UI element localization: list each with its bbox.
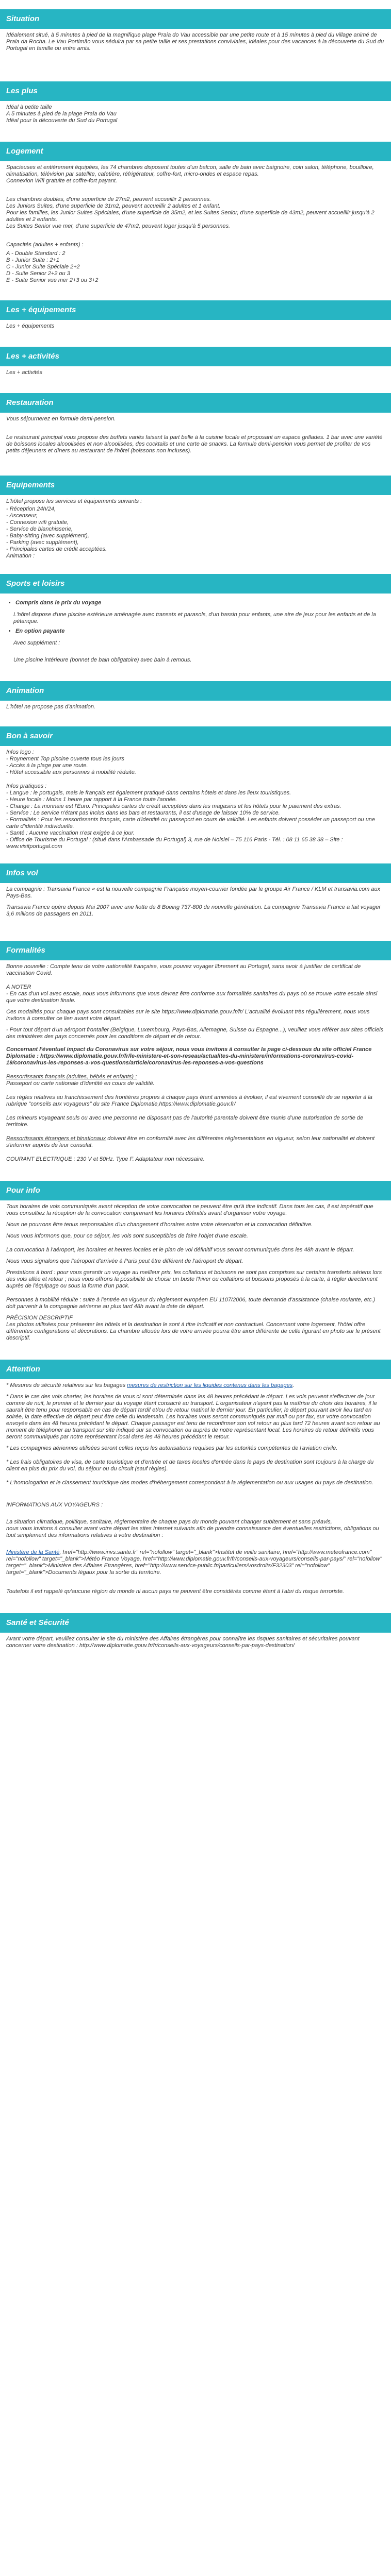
- logement-capacity: A - Double Standard : 2: [6, 250, 66, 257]
- bonasavoir-practical: - Langue : le portugais, mais le français est également pratiqué dans certains hôtels et dans les lieux touristiques.: [6, 790, 291, 796]
- section-activites-plus: [0, 366, 391, 388]
- restauration-p2: Le restaurant principal vous propose des buffets variés faisant la part belle à la cuisine locale et proposant un espace grillades. 1 bar avec une variété de boissons locales alcoolisées et non alcoolisées, des cocktails et une carte de snacks. La formule demi-pension vous permet de profiter de vos petits déjeuners et dîners au restaurant de l'hôtel (boissons non incluses).: [6, 434, 383, 454]
- section-header-formalites: Formalités: [0, 941, 391, 960]
- formalites-p1: Bonne nouvelle : Compte tenu de votre nationalité française, vous pouvez voyager librement au Portugal, sans avoir à justifier de certificat de vaccination Covid.: [6, 963, 361, 976]
- attention-p5: * L'homologation et le classement touristique des modes d'hébergement correspondent à la réglementation ou aux usages du pays de destination.: [6, 1480, 373, 1486]
- ministry-health-link[interactable]: Ministère de la Santé: [6, 1549, 60, 1555]
- attention-p1-text: * Mesures de sécurité relatives sur les bagages: [6, 1382, 127, 1388]
- plus-item: Idéal à petite taille: [6, 104, 52, 110]
- formalites-coronavirus: Concernant l'éventuel impact du Coronavirus sur votre séjour, nous vous invitons à consulter la page ci-dessous du site officiel France Diplomatie : https://www.diplomatie.gouv.fr/fr/le-ministere-et-son-reseau/actualites-du-ministere/informations-coronavirus-covid-19/coronavirus-les-reponses-a-vos-questions/article/coronavirus-les-reponses-a-vos-questions: [6, 1046, 372, 1066]
- section-header-infosvol: Infos vol: [0, 863, 391, 883]
- section-header-sante: Santé et Sécurité: [0, 1613, 391, 1633]
- logement-p4: Les Juniors Suites, d'une superficie de 31m2, peuvent accueillir 2 adultes et 1 enfant.: [6, 203, 221, 209]
- formalites-p9: [6, 1136, 385, 1149]
- equipements-item: - Baby-sitting (avec supplément),: [6, 533, 89, 539]
- infosvol-p2: Transavia France opère depuis Mai 2007 avec une flotte de 8 Boeing 737-800 de nouvelle génération. La compagnie Transavia France a fait voyager 3,6 millions de passagers en 2011.: [6, 904, 381, 917]
- equipements-intro: L'hôtel propose les services et équipements suivants :: [6, 498, 142, 504]
- section-equipements: [0, 495, 391, 567]
- attention-p8: nous vous invitons à consulter avant votre départ les sites Internet suivants afin de prendre connaissance des éventuelles restrictions, obligations ou tout simplement des informations relatives à votre destination :: [6, 1526, 379, 1538]
- section-equip-plus: [0, 320, 391, 342]
- attention-p3: * Les compagnies aériennes utilisées seront celles reçus les autorisations requises par les autorités compétentes de l'aviation civile.: [6, 1445, 338, 1451]
- section-sante: [0, 1633, 391, 1661]
- section-header-restauration: Restauration: [0, 393, 391, 413]
- bonasavoir-p1: Infos logo :: [6, 749, 34, 755]
- section-sports: [0, 594, 391, 674]
- formalites-p4: - Pour tout départ d'un aéroport frontalier (Belgique, Luxembourg, Pays-Bas, Allemagne, Suisse ou Espagne...), veuillez vous référer aux sites officiels des ministères des pays concernés pour les conditions de départ et de retour.: [6, 1027, 384, 1040]
- pourinfo-p2: Nous ne pourrons être tenus responsables d'un changement d'horaires entre votre réservation et la convocation définitive.: [6, 1222, 313, 1228]
- formalites-nationals-heading: Ressortissants français (adultes, bébés et enfants) :: [6, 1074, 137, 1080]
- bonasavoir-practical: - Office de Tourisme du Portugal : (situé dans l'Ambassade du Portugal) 3, rue de Noisiel – 75 116 Paris - Tél. : 08 11 65 38 38 – Site : www.visitportugal.com: [6, 837, 343, 850]
- logement-p2: Connexion Wifi gratuite et coffre-fort payant.: [6, 178, 118, 184]
- attention-p4: * Les frais obligatoires de visa, de carte touristique et d'entrée et de taxes locales d'entrée dans le pays de destination sont toujours à la charge du client en plus du prix du vol, du séjour ou du circuit (sauf règles).: [6, 1459, 374, 1472]
- section-plus: [0, 101, 391, 131]
- section-header-animation: Animation: [0, 681, 391, 701]
- section-formalites: [0, 960, 391, 1175]
- sports-option-text: Avec supplément :: [13, 640, 60, 646]
- section-header-equip-plus: Les + équipements: [0, 300, 391, 320]
- section-header-logement: Logement: [0, 142, 391, 161]
- bonasavoir-item: - Roynement Top piscine ouverte tous les jours: [6, 756, 124, 762]
- formalites-note-heading: A NOTER: [6, 984, 31, 990]
- section-situation: [0, 29, 391, 64]
- equipements-item: - Réception 24h/24,: [6, 506, 56, 512]
- logement-p6: Les Suites Senior vue mer, d'une superficie de 47m2, peuvent loger jusqu'à 5 personnes.: [6, 223, 231, 229]
- situation-text: Idéalement situé, à 5 minutes à pied de la magnifique plage Praia do Vau accessible par une petite route et à 15 minutes à pied du village animé de Praia da Rocha. Le Vau Portimão vous séduira par sa petite taille et ses prestations conviviales, idéales pour des vacances à la découverte du Sud du Portugal en famille ou entre amis.: [6, 32, 384, 52]
- pourinfo-p1: Tous horaires de vols communiqués avant réception de votre convocation ne peuvent être qu'à titre indicatif. Dans tous les cas, il est impératif que vous consultiez la réception de la convocation comprenant les horaires définitifs avant d'organiser votre voyage.: [6, 1204, 373, 1216]
- sante-text: Avant votre départ, veuillez consulter le site du ministère des Affaires étrangères pour connaître les risques sanitaires et sécuritaires pouvant concerner votre destination : http://www.diplomatie.gouv.fr/fr/conseils-aux-voyageurs/conseils-par-pays-destination/: [6, 1636, 360, 1649]
- infosvol-p1: La compagnie : Transavia France « est la nouvelle compagnie Française moyen-courrier fondée par le groupe Air France / KLM et transavia.com aux Pays-Bas.: [6, 886, 381, 899]
- section-logement: [0, 161, 391, 291]
- sports-included-heading: • Compris dans le prix du voyage: [15, 600, 385, 606]
- pourinfo-p9: Les photos utilisées pour présenter les hôtels et la destination le sont à titre indicatif et non contractuel. Concernant votre logement, l'hôtel offre différentes configurations et décorations. La chambre allouée lors de votre arrivée pourra être ainsi différente de celle figurant en photo sur le présent descriptif.: [6, 1321, 381, 1341]
- bonasavoir-item: - Hôtel accessible aux personnes à mobilité réduite.: [6, 769, 136, 775]
- equip-plus-text: Les + équipements: [6, 323, 55, 329]
- restauration-p1: Vous séjournerez en formule demi-pension.: [6, 416, 116, 422]
- pourinfo-p5: Nous vous signalons que l'aéroport d'arrivée à Paris peut être différent de l'aéroport de départ.: [6, 1258, 243, 1264]
- equipements-item: - Service de blanchisserie,: [6, 526, 73, 532]
- section-animation: [0, 701, 391, 722]
- logement-capacity: D - Suite Senior 2+2 ou 3: [6, 270, 70, 277]
- formalites-p3: Ces modalités pour chaque pays sont consultables sur le site https://www.diplomatie.gouv.fr/fr/ L'actualité évoluant très régulièrement, nous vous invitons à consulter ce lien avant votre départ.: [6, 1009, 370, 1022]
- section-header-sports: Sports et loisirs: [0, 574, 391, 594]
- attention-p7: La situation climatique, politique, sanitaire, réglementaire de chaque pays du monde pouvant changer subitement et sans préavis,: [6, 1519, 332, 1525]
- bonasavoir-practical: - Service : Le service n'étant pas inclus dans les bars et restaurants, il est d'usage de laisser 10% de service.: [6, 810, 280, 816]
- formalites-p2: - En cas d'un vol avec escale, nous vous informons que vous devrez être conforme aux formalités sanitaires du pays où se trouve votre escale ainsi que votre destination finale.: [6, 991, 378, 1004]
- bonasavoir-item: - Accès à la plage par une route.: [6, 762, 88, 769]
- bonasavoir-p2: Infos pratiques :: [6, 783, 47, 789]
- bonasavoir-practical: - Change : La monnaie est l'Euro. Principales cartes de crédit acceptées dans les magasins et les hôtels pour le paiement des extras.: [6, 803, 341, 809]
- equipements-item: - Parking (avec supplément),: [6, 539, 79, 546]
- section-restauration: [0, 413, 391, 466]
- logement-capacity: B - Junior Suite : 2+1: [6, 257, 60, 263]
- section-header-plus: Les plus: [0, 81, 391, 101]
- attention-p1-end: .: [292, 1382, 295, 1388]
- section-header-bonasavoir: Bon à savoir: [0, 726, 391, 746]
- equipements-item: - Principales cartes de crédit acceptées.: [6, 546, 107, 552]
- section-attention: [0, 1379, 391, 1607]
- attention-p2: * Dans le cas des vols charter, les horaires de vous ci sont déterminés dans les 48 heures précédant le départ. Les vols peuvent s'effectuer de jour comme de nuit, le premier et le dernier jour du voyage étant consacré au transport. L'organisateur n'ayant pas la maîtrise du choix des horaires, il le saurait être tenu pour responsable en cas de départ tardif et/ou de retour matinal le dernier jour. En particulier, le départ pouvant avoir lieu tard en soirée, la date effective de départ peut être celle du lendemain. Les horaires vous seront communiqués par mail ou par fax, sur votre convocation envoyée dans les 48 heures précédant le départ. Chaque passager est tenu de reconfirmer son vol retour au plus tard 72 heures avant son retour au moment de téléphoner au transport sur site indiqué sur sa convocation ou auprès de notre représentant local. Les horaires de retour définitifs vous seront communiqués par notre représentant local dans les 48 heures précédant le retour.: [6, 1394, 380, 1440]
- attention-p1: [6, 1382, 385, 1389]
- equipements-item: - Ascenseur,: [6, 513, 38, 519]
- section-bonasavoir: [0, 746, 391, 857]
- bonasavoir-practical: - Formalités : Pour les ressortissants français, carte d'identité ou passeport en cours de validité. Les enfants doivent posséder un passeport ou une carte d'identité individuelle.: [6, 817, 376, 829]
- plus-item: A 5 minutes à pied de la plage Praia do Vau: [6, 111, 117, 117]
- formalites-electric: COURANT ELECTRIQUE : 230 V et 50Hz. Type F. Adaptateur non nécessaire.: [6, 1156, 205, 1162]
- formalites-foreigners-text: doivent être en conformité avec les différentes réglementations en vigueur, selon leur nationalité et doivent s'informer auprès de leur consulat.: [6, 1136, 375, 1148]
- attention-travellers-heading: INFORMATIONS AUX VOYAGEURS :: [6, 1502, 103, 1508]
- logement-capacity: C - Junior Suite Spéciale 2+2: [6, 264, 80, 270]
- equipements-item: - Connexion wifi gratuite,: [6, 519, 69, 526]
- section-header-attention: Attention: [0, 1360, 391, 1379]
- sports-option-heading: • En option payante: [15, 628, 385, 635]
- logement-p1: Spacieuses et entièrement équipées, les 74 chambres disposent toutes d'un balcon, salle de bain avec baignoire, coin salon, téléphone, bouilloire, climatisation, télévision par satellite, cafetière, réfrigérateur, coffre-fort, micro-ondes et espace repas.: [6, 164, 374, 177]
- formalites-p6: Passeport ou carte nationale d'identité en cours de validité.: [6, 1080, 155, 1087]
- bonasavoir-practical: - Heure locale : Moins 1 heure par rapport à la France toute l'année.: [6, 796, 177, 803]
- section-header-pourinfo: Pour info: [0, 1181, 391, 1200]
- attention-links-text: , href="http://www.invs.sante.fr" rel="nofollow" target="_blank">Institut de veille sanitaire, href="http://www.meteofrance.com" rel="nofollow" target="_blank">Météo France Voyage, href="http://www.diplomatie.gouv.fr/fr/conseils-aux-voyageurs/conseils-par-pays/" rel="nofollow" target="_blank">Ministère des Affaires Etrangères, href="http://www.service-public.fr/particuliers/vosdroits/F32303" rel="nofollow" target="_blank">Documents légaux pour la sortie du territoire.: [6, 1549, 382, 1575]
- sports-option-pool: Une piscine intérieure (bonnet de bain obligatoire) avec bain à remous.: [13, 657, 192, 663]
- sports-included-text: L'hôtel dispose d'une piscine extérieure aménagée avec transats et parasols, d'un bassin pour enfants, une aire de jeux pour les enfants et de la pétanque.: [13, 612, 376, 624]
- formalites-p8: Les mineurs voyageant seuls ou avec une personne ne disposant pas de l'autorité parentale doivent être munis d'une autorisation de sortie de territoire.: [6, 1115, 364, 1128]
- logement-p5: Pour les familles, les Junior Suites Spéciales, d'une superficie de 35m2, et les Suites Senior, d'une superficie de 43m2, peuvent accueillir jusqu'à 2 adultes et 2 enfants.: [6, 210, 374, 223]
- section-header-situation: Situation: [0, 9, 391, 29]
- attention-p10: Toutefois il est rappelé qu'aucune région du monde ni aucun pays ne peuvent être considérés comme étant à l'abri du risque terroriste.: [6, 1588, 345, 1595]
- pourinfo-p6: Prestations à bord : pour vous garantir un voyage au meilleur prix, les collations et boissons ne sont pas comprises sur certains transferts aériens lors des vols allée et retour ; nous vous offrons la possibilité de choisir un buste l'hiver ou collations et boissons proposés à la carte, à régler directement auprès de l'équipage ou sous la forme d'un pack.: [6, 1269, 382, 1289]
- attention-p9: [6, 1549, 385, 1576]
- section-pourinfo: [0, 1200, 391, 1353]
- logement-capacity: E - Suite Senior vue mer 2+3 ou 3+2: [6, 277, 99, 283]
- pourinfo-p3: Nous vous informons que, pour ce séjour, les vols sont susceptibles de faire l'objet d'une escale.: [6, 1233, 248, 1239]
- pourinfo-p8: PRÉCISION DESCRIPTIF: [6, 1315, 73, 1321]
- pourinfo-p7: Personnes à mobilité réduite : suite à l'entrée en vigueur du règlement européen EU 1107/2006, toute demande d'assistance (chaise roulante, etc.) doit parvenir à la compagnie aérienne au plus tard 48h avant la date de départ.: [6, 1297, 376, 1310]
- liquids-restriction-link[interactable]: mesures de restriction sur les liquides contenus dans les bagages: [127, 1382, 293, 1388]
- formalites-foreigners-heading: Ressortissants étrangers et binationaux: [6, 1136, 106, 1142]
- section-infosvol: [0, 883, 391, 929]
- formalites-p7: Les règles relatives au franchissement des frontières propres à chaque pays étant amenées à évoluer, il est vivement conseillé de se reporter à la rubrique "conseils aux voyageurs" du site France Diplomatie,https://www.diplomatie.gouv.fr/: [6, 1094, 372, 1107]
- equipements-animation: Animation :: [6, 553, 35, 559]
- logement-p3: Les chambres doubles, d'une superficie de 27m2, peuvent accueillir 2 personnes.: [6, 196, 211, 202]
- plus-item: Idéal pour la découverte du Sud du Portugal: [6, 117, 118, 124]
- section-header-equipements: Equipements: [0, 476, 391, 495]
- activites-plus-text: Les + activités: [6, 369, 43, 376]
- section-header-activites-plus: Les + activités: [0, 347, 391, 366]
- logement-capacities-title: Capacités (adultes + enfants) :: [6, 242, 84, 248]
- bonasavoir-practical: - Santé : Aucune vaccination n'est exigée à ce jour.: [6, 830, 135, 836]
- animation-text: L'hôtel ne propose pas d'animation.: [6, 704, 95, 710]
- pourinfo-p4: La convocation à l'aéroport, les horaires et heures locales et le plan de vol définitif vous seront communiqués dans les 48h avant le départ.: [6, 1247, 354, 1253]
